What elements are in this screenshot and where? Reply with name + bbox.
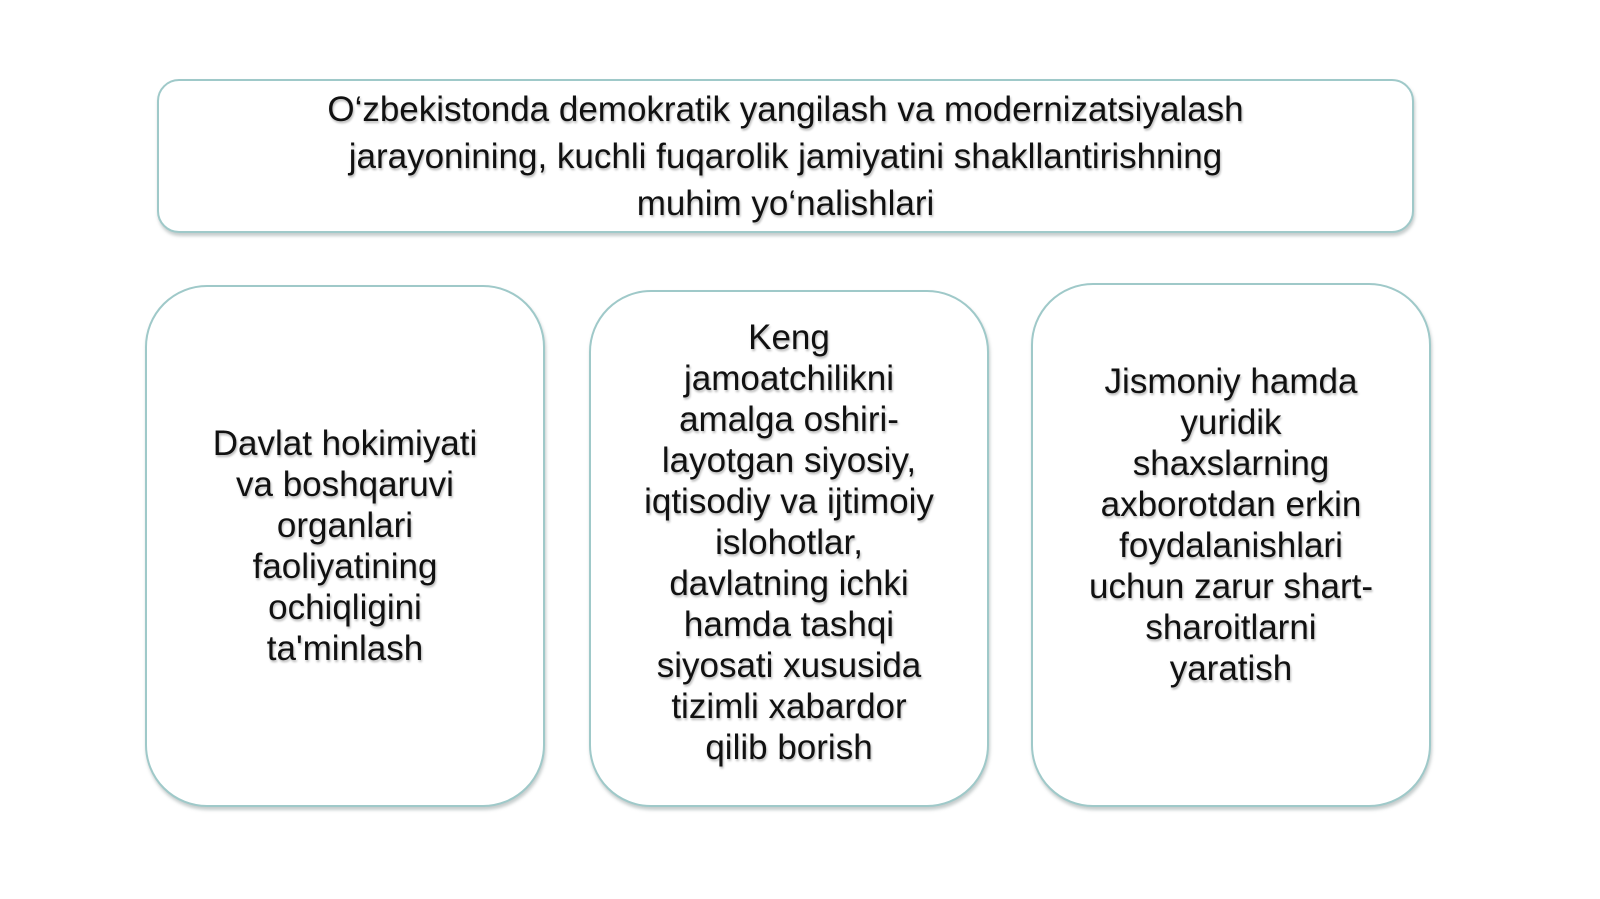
title-text: O‘zbekistonda demokratik yangilash va modernizatsiyalash jarayonining, kuchli fuqarolik jamiyatini shakllantirishning muhim yo‘nalishlari xyxy=(327,89,1244,223)
title-box xyxy=(157,79,1414,233)
card-3-text: Jismoniy hamda yuridik shaxslarning axborotdan erkin foydalanishlari uchun zarur shart- sharoitlarni yaratish xyxy=(1088,362,1374,688)
card-public-information xyxy=(589,290,989,807)
card-1-text: Davlat hokimiyati va boshqaruvi organlari faoliyatining ochiqligini ta'minlash xyxy=(212,424,478,668)
card-information-access xyxy=(1031,283,1431,807)
card-2-text: Keng jamoatchilikni amalga oshiri- layotgan siyosiy, iqtisodiy va ijtimoiy islohotlar, davlatning ichki hamda tashqi siyosati xususida tizimli xabardor qilib borish xyxy=(644,318,934,767)
card-government-transparency xyxy=(145,285,545,807)
